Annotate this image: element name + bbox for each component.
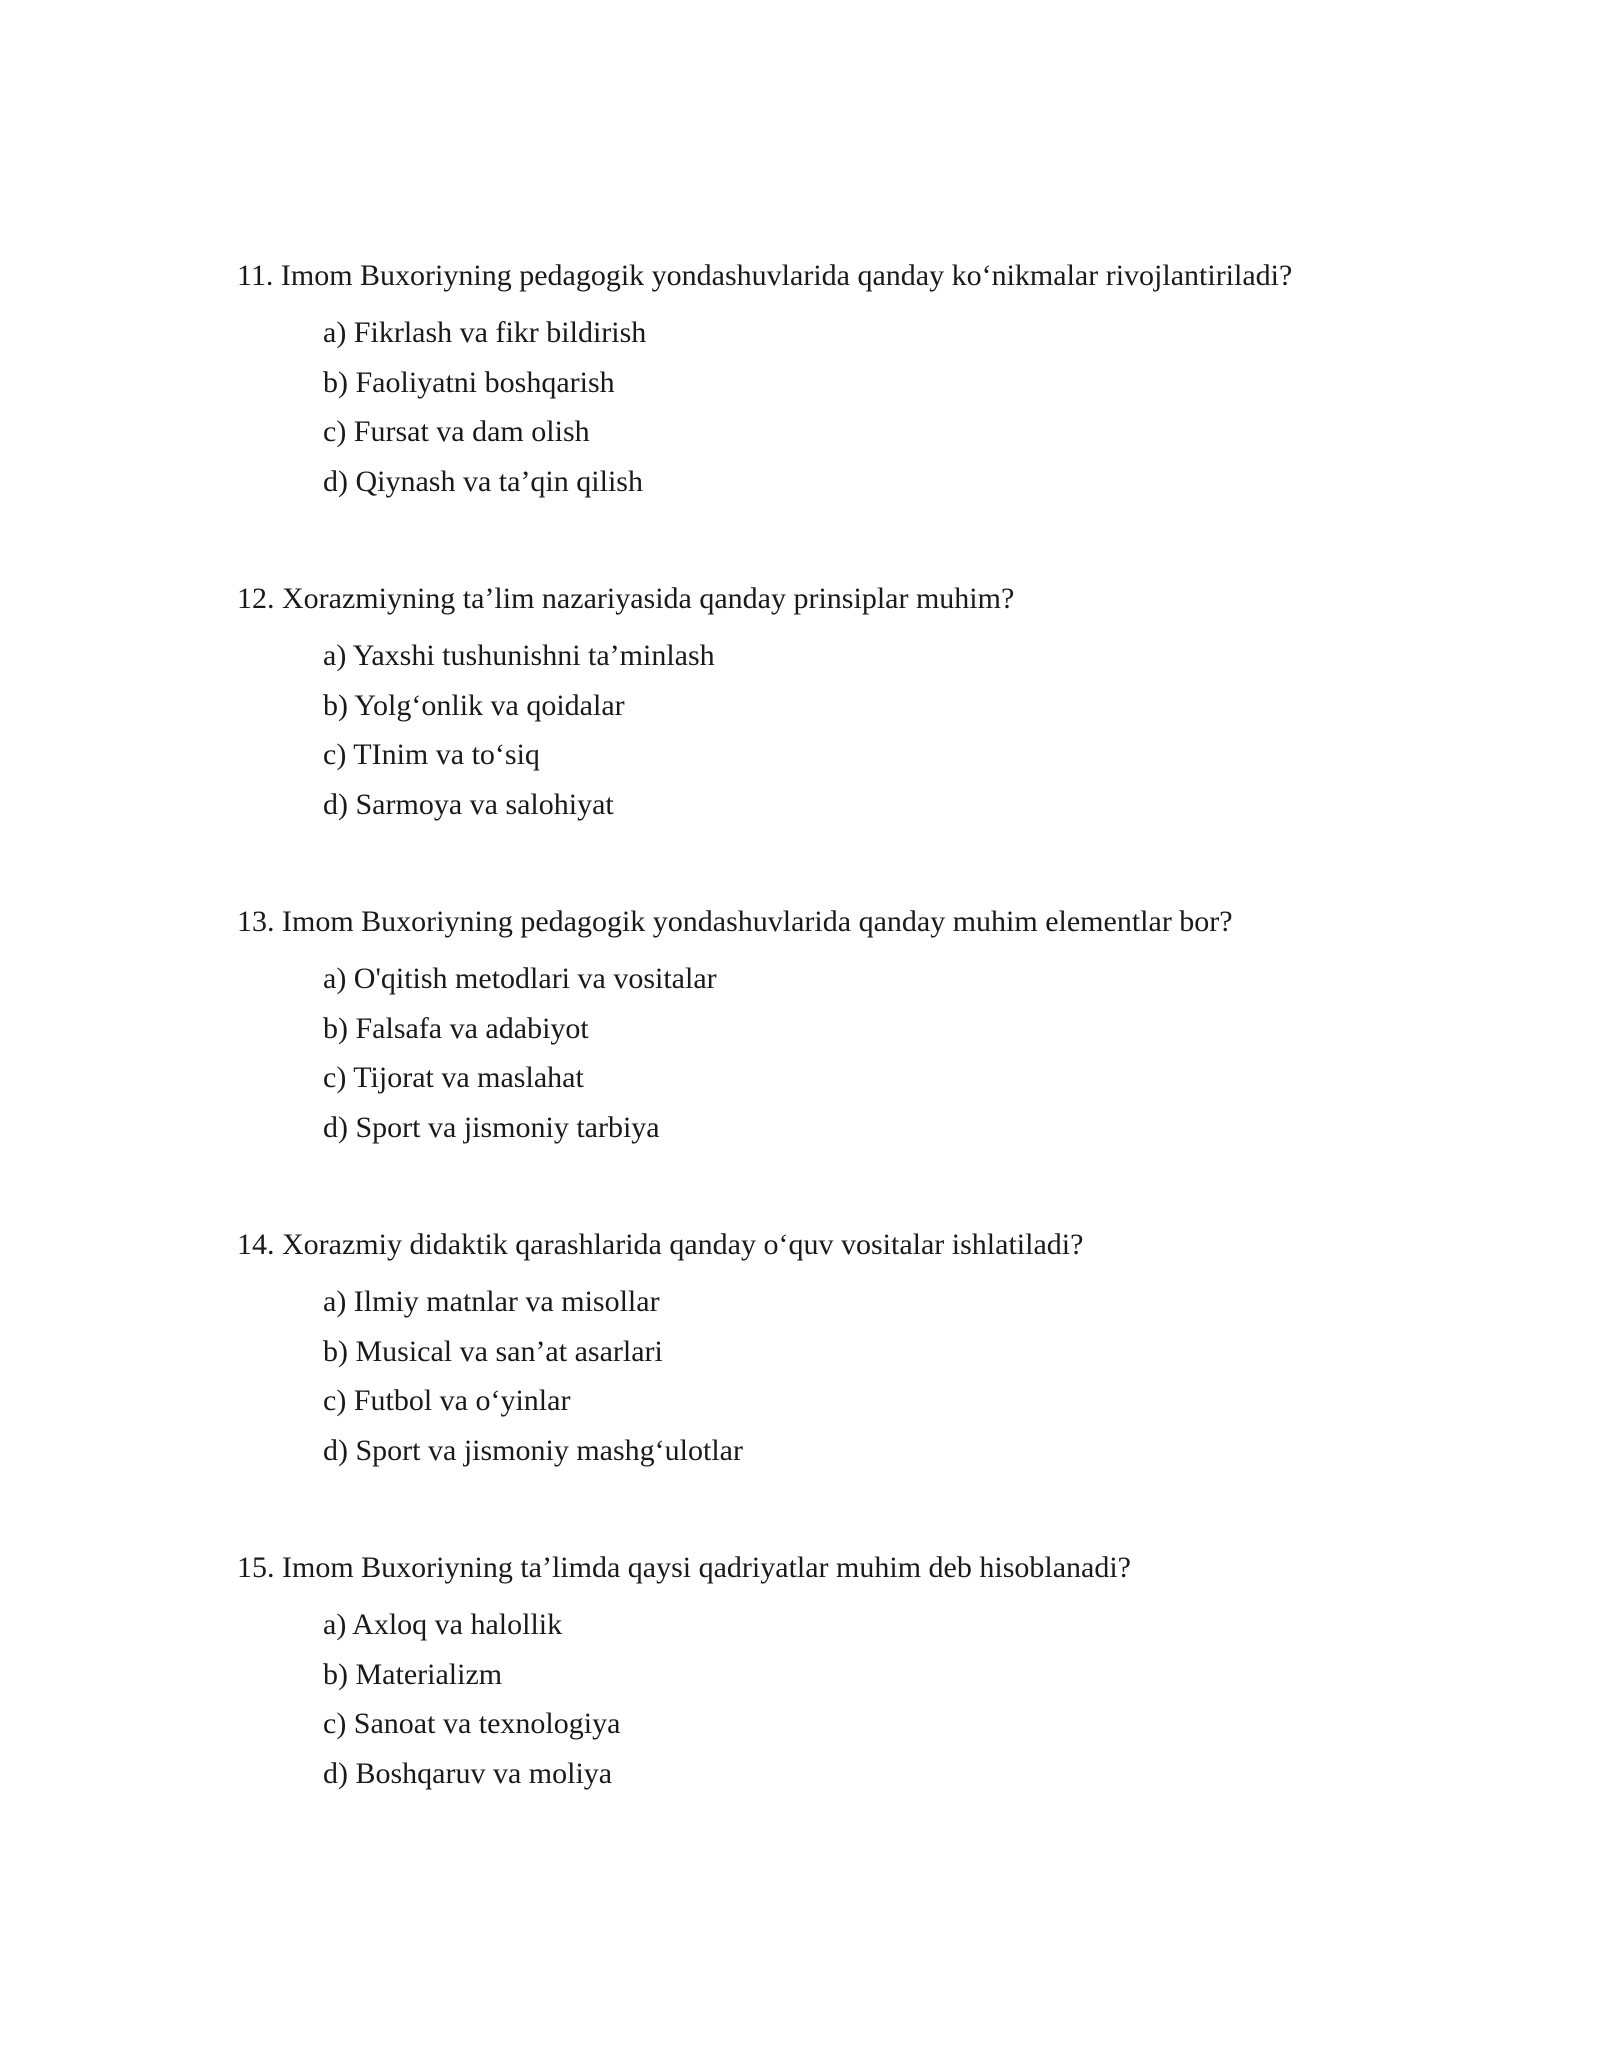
option-a: a) O'qitish metodlari va vositalar bbox=[323, 962, 717, 995]
option-b: b) Materializm bbox=[323, 1657, 503, 1691]
option-d: d) Qiynash va ta’qin qilish bbox=[323, 464, 643, 498]
option-b: b) Falsafa va adabiyot bbox=[323, 1011, 589, 1045]
answer-options bbox=[323, 315, 1437, 500]
answer-options bbox=[323, 1607, 1437, 1792]
question-number: 14. bbox=[237, 1228, 275, 1261]
option-b: b) Musical va san’at asarlari bbox=[323, 1334, 663, 1368]
question-number: 11. bbox=[237, 259, 274, 292]
question-text: Imom Buxoriyning pedagogik yondashuvlarida qanday ko‘nikmalar rivojlantiriladi? bbox=[280, 259, 1293, 292]
option-a: a) Fikrlash va fikr bildirish bbox=[323, 316, 647, 349]
option-b: b) Yolg‘onlik va qoidalar bbox=[323, 688, 625, 722]
question-15-prompt bbox=[237, 1550, 1437, 1586]
option-d: d) Sport va jismoniy mashg‘ulotlar bbox=[323, 1433, 743, 1467]
question-text: Imom Buxoriyning pedagogik yondashuvlarida qanday muhim elementlar bor? bbox=[282, 905, 1233, 938]
question-text: Xorazmiyning ta’lim nazariyasida qanday prinsiplar muhim? bbox=[282, 582, 1015, 615]
option-a: a) Yaxshi tushunishni ta’minlash bbox=[323, 639, 715, 672]
option-a: a) Ilmiy matnlar va misollar bbox=[323, 1285, 660, 1318]
question-text: Xorazmiy didaktik qarashlarida qanday o‘quv vositalar ishlatiladi? bbox=[282, 1228, 1084, 1261]
option-c: c) Fursat va dam olish bbox=[323, 415, 590, 448]
option-d: d) Sarmoya va salohiyat bbox=[323, 787, 614, 821]
question-13-prompt bbox=[237, 904, 1437, 940]
answer-options bbox=[323, 1284, 1437, 1469]
question-number: 15. bbox=[237, 1551, 275, 1584]
option-a: a) Axloq va halollik bbox=[323, 1608, 563, 1641]
question-13 bbox=[237, 904, 1437, 1159]
answer-options bbox=[323, 961, 1437, 1146]
question-15 bbox=[237, 1550, 1437, 1805]
question-number: 12. bbox=[237, 582, 275, 615]
option-d: d) Boshqaruv va moliya bbox=[323, 1756, 613, 1790]
option-c: c) Sanoat va texnologiya bbox=[323, 1707, 621, 1740]
question-11 bbox=[237, 258, 1437, 513]
option-c: c) Tijorat va maslahat bbox=[323, 1061, 584, 1094]
question-12-prompt bbox=[237, 581, 1437, 617]
option-c: c) TInim va to‘siq bbox=[323, 738, 540, 771]
option-d: d) Sport va jismoniy tarbiya bbox=[323, 1110, 660, 1144]
question-14 bbox=[237, 1227, 1437, 1482]
question-11-prompt bbox=[237, 258, 1437, 294]
question-14-prompt bbox=[237, 1227, 1437, 1263]
option-b: b) Faoliyatni boshqarish bbox=[323, 365, 615, 399]
question-12 bbox=[237, 581, 1437, 836]
question-number: 13. bbox=[237, 905, 275, 938]
question-text: Imom Buxoriyning ta’limda qaysi qadriyatlar muhim deb hisoblanadi? bbox=[282, 1551, 1131, 1584]
answer-options bbox=[323, 638, 1437, 823]
option-c: c) Futbol va o‘yinlar bbox=[323, 1384, 571, 1417]
